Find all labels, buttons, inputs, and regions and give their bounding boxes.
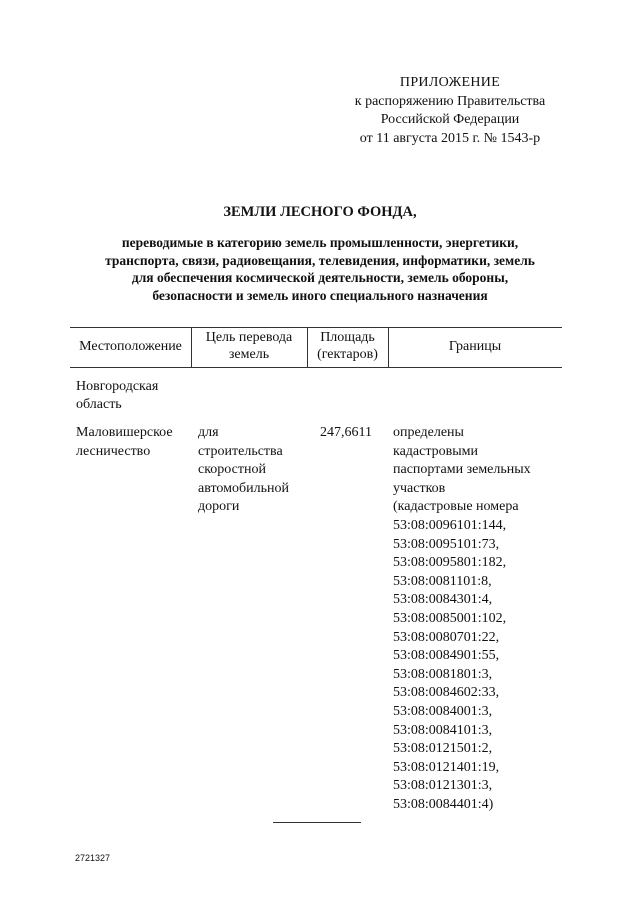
cadastral-number: 53:08:0084001:3, [393,703,493,719]
cadastral-number: 53:08:0121401:19, [393,759,500,775]
header-purpose [191,329,307,363]
row-purpose-line: дороги [198,499,240,515]
annex-date-number: от 11 августа 2015 г. № 1543-р [359,130,541,146]
subtitle-line: безопасности и земель иного специального назначения [152,287,488,303]
border-line: определены [393,425,464,440]
row-purpose-line: для [198,425,219,440]
row-location [76,424,173,461]
region-line: Новгородская [76,379,159,394]
header-location [70,338,191,355]
annex-label: ПРИЛОЖЕНИЕ [399,75,501,90]
cadastral-number: 53:08:0084401:4) [393,796,494,812]
document-title: ЗЕМЛИ ЛЕСНОГО ФОНДА, [223,204,417,220]
row-purpose-line: строительства [198,443,283,459]
row-purpose-line: скоростной [198,462,266,478]
annex-government: Российской Федерации [380,112,520,127]
annex-header [330,74,570,148]
cadastral-number: 53:08:0095801:182, [393,555,507,571]
region-name [76,378,196,414]
cadastral-number: 53:08:0084602:33, [393,685,500,701]
header-purpose-line: земель [228,347,270,362]
header-location-text: Местоположение [79,339,182,354]
row-location-line: лесничество [76,443,151,459]
header-area-line: Площадь [320,330,375,345]
row-area: 247,6611 [320,425,372,440]
border-line: кадастровыми [393,443,479,459]
border-line: паспортами земельных [393,462,531,478]
table-header-top-rule [70,327,562,328]
cadastral-number: 53:08:0121501:2, [393,741,493,757]
cadastral-number: 53:08:0096101:144, [393,517,507,533]
cadastral-number: 53:08:0080701:22, [393,629,500,645]
header-area [307,329,388,363]
document-subtitle [60,234,580,304]
cadastral-number: 53:08:0084101:3, [393,722,493,738]
row-borders [393,424,531,814]
border-line: (кадастровые номера [393,499,519,515]
row-purpose-line: автомобильной [198,480,289,496]
table-header-bottom-rule [70,367,562,368]
cadastral-number: 53:08:0084901:55, [393,648,500,664]
header-purpose-line: Цель перевода [205,330,293,345]
subtitle-line: переводимые в категорию земель промышленности, энергетики, [121,235,519,250]
cadastral-number: 53:08:0081101:8, [393,573,492,589]
row-location-line: Маловишерское [76,425,173,440]
cadastral-number: 53:08:0084301:4, [393,592,493,608]
cadastral-number: 53:08:0081801:3, [393,666,493,682]
cadastral-number: 53:08:0095101:73, [393,536,500,552]
cadastral-number: 53:08:0085001:102, [393,610,507,626]
cadastral-number: 53:08:0121301:3, [393,778,493,794]
header-borders-text: Границы [448,339,502,354]
border-line: участков [393,480,446,496]
row-purpose [198,424,289,517]
document-code: 2721327 [75,853,111,863]
end-of-document-rule [273,822,361,823]
subtitle-line: для обеспечения космической деятельности, земель обороны, [131,270,509,285]
subtitle-line: транспорта, связи, радиовещания, телевидения, информатики, земель [105,252,535,268]
annex-order-ref: к распоряжению Правительства [354,93,546,109]
header-area-line: (гектаров) [317,347,378,362]
region-line: область [76,397,122,412]
header-borders [388,338,562,355]
